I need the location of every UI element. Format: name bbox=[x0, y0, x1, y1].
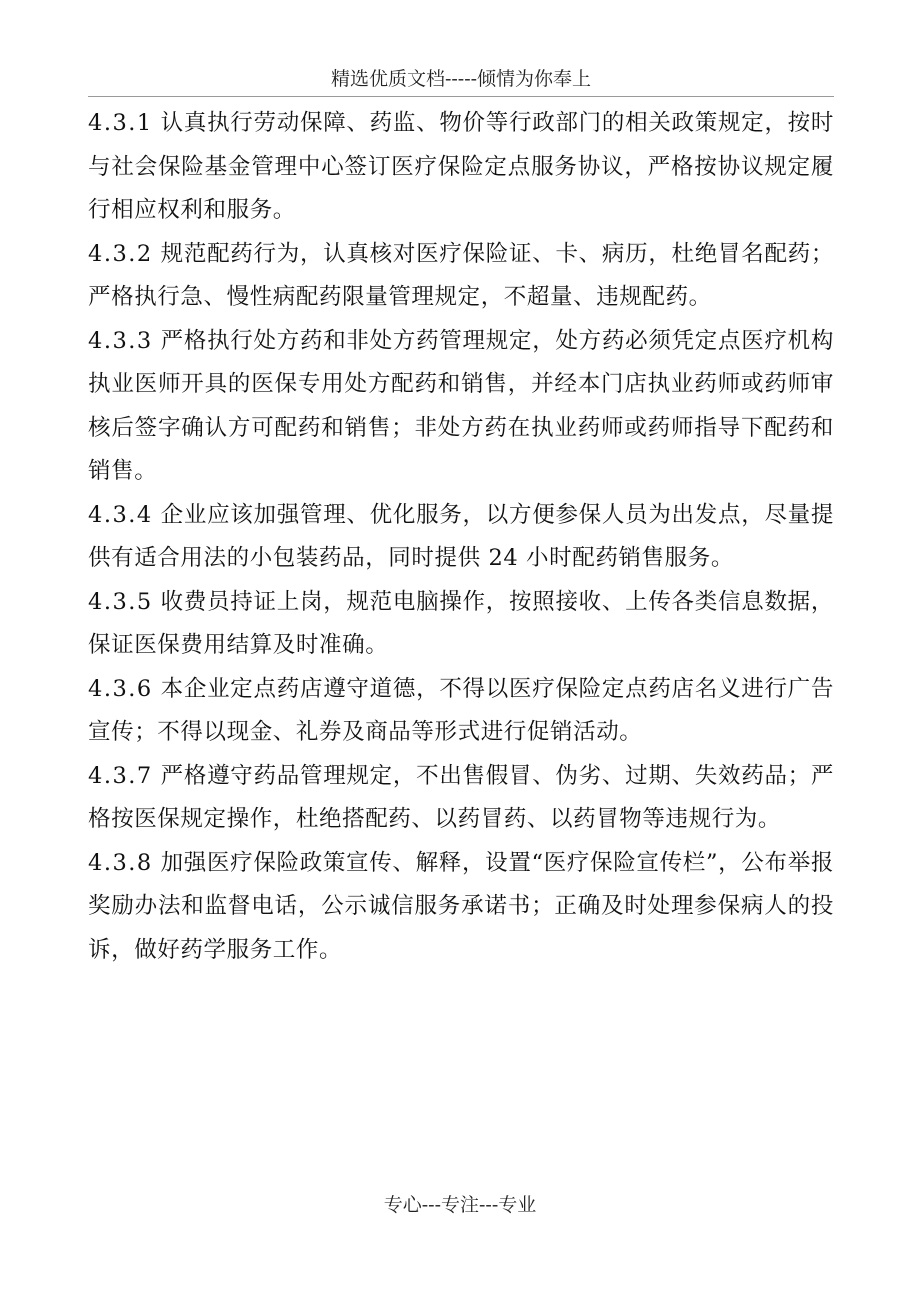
clause-number: 4.3.4 bbox=[88, 501, 153, 528]
page-header: 精选优质文档-----倾情为你奉上 bbox=[88, 62, 834, 97]
clause-number: 4.3.1 bbox=[88, 110, 153, 136]
clause-4-3-6 bbox=[88, 668, 834, 755]
clause-number: 4.3.8 bbox=[88, 849, 153, 876]
clause-text: 认真执行劳动保障、药监、物价等行政部门的相关政策规定，按时与社会保险基金管理中心签订医疗保险定点服务协议，严格按协议规定履行相应权利和服务。 bbox=[88, 110, 834, 223]
clause-4-3-3 bbox=[88, 320, 834, 494]
clause-text: 加强医疗保险政策宣传、解释，设置“医疗保险宣传栏”，公布举报奖励办法和监督电话，公示诚信服务承诺书；正确及时处理参保病人的投诉，做好药学服务工作。 bbox=[88, 849, 834, 963]
clause-number: 4.3.6 bbox=[88, 675, 153, 702]
clause-4-3-1 bbox=[88, 102, 834, 233]
clause-text: 严格遵守药品管理规定，不出售假冒、伪劣、过期、失效药品；严格按医保规定操作，杜绝搭配药、以药冒药、以药冒物等违规行为。 bbox=[88, 762, 834, 832]
clause-text: 收费员持证上岗，规范电脑操作，按照接收、上传各类信息数据，保证医保费用结算及时准确。 bbox=[88, 588, 834, 658]
document-body bbox=[88, 102, 834, 972]
clause-4-3-5 bbox=[88, 581, 834, 668]
clause-text: 规范配药行为，认真核对医疗保险证、卡、病历，杜绝冒名配药；严格执行急、慢性病配药限量管理规定，不超量、违规配药。 bbox=[88, 240, 834, 310]
clause-number: 4.3.5 bbox=[88, 588, 153, 615]
clause-text: 企业应该加强管理、优化服务，以方便参保人员为出发点，尽量提供有适合用法的小包装药品，同时提供 24 小时配药销售服务。 bbox=[88, 501, 834, 571]
clause-4-3-8 bbox=[88, 842, 834, 973]
clause-number: 4.3.3 bbox=[88, 327, 153, 354]
clause-4-3-4 bbox=[88, 494, 834, 581]
page-footer: 专心---专注---专业 bbox=[383, 1194, 537, 1216]
clause-4-3-2 bbox=[88, 233, 834, 320]
clause-number: 4.3.7 bbox=[88, 762, 153, 789]
clause-number: 4.3.2 bbox=[88, 240, 153, 267]
clause-text: 本企业定点药店遵守道德，不得以医疗保险定点药店名义进行广告宣传；不得以现金、礼券及商品等形式进行促销活动。 bbox=[88, 675, 834, 745]
clause-4-3-7 bbox=[88, 755, 834, 842]
clause-text: 严格执行处方药和非处方药管理规定，处方药必须凭定点医疗机构执业医师开具的医保专用处方配药和销售，并经本门店执业药师或药师审核后签字确认方可配药和销售；非处方药在执业药师或药师指导下配药和销售。 bbox=[88, 327, 834, 484]
